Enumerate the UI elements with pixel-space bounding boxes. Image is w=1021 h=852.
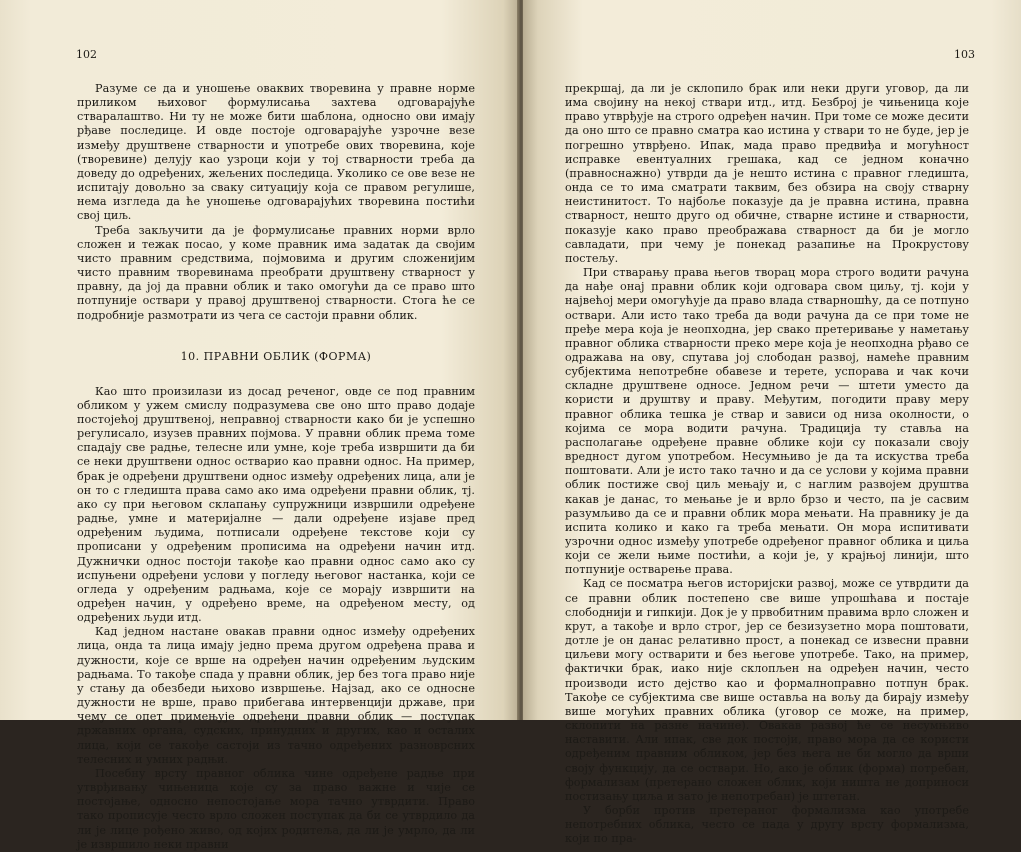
page-number-left: 102	[76, 48, 97, 61]
paragraph: Разуме се да и уношење оваквих творевина у правне норме приликом њиховог формулисања захтева одговарајуће стваралаштво. Ни ту не може бити шаблона, односно ови имају рђаве последице. И овде постоје одговарајуће узрочне везе између друштвене стварности и употребе ових творевина, које (творевине) делују као узроци који у тој стварности треба да доведу до одређених, жељених последица. Уколико се ове везе не испитају довољно за сваку ситуацију која се правом регулише, нема изгледа да ће уношење одговарајућих творевина постићи свој циљ.	[77, 82, 475, 223]
paragraph: Кад се посматра његов историјски развој, може се утврдити да се правни облик постепено све више упрошћава и постаје слободнији и гипкији. Док је у првобитним правима врло сложен и крут, а такође и врло строг, јер се безизузетно мора поштовати, дотле је он данас релативно прост, а понекад се извесни правни циљеви могу остварити и без његове употребе. Тако, на пример, фактички брак, иако није склопљен на одређен начин, често производи исто дејство као и формалноправно потпун брак. Такође се субјектима све више оставља на вољу да бирају између више могућих правних облика (уговор се може, на пример, склопити на разне начине). Овакав развој ће се несумњиво наставити. Али ипак, све док постоји, право мора да се користи одређеним правним обликом, јер без њега не би могло да врши своју функцију, да се оствари. Но, ако је облик (форма) потребан, формализам (претерано сложен облик, који ништа не доприноси постизању циља и зато је непотребан) је штетан.	[565, 577, 969, 803]
right-page	[523, 0, 1021, 846]
paragraph: При стварању права његов творац мора строго водити рачуна да нађе онај правни облик који одговара свом циљу, тј. који у највећој мери омогућује да право влада стварношћу, да се потпуно оствари. Али исто тако треба да води рачуна да се при томе не пређе мера која је неопходна, јер свако претеривање у наметању правног облика стварности преко мере која је неопходна рђаво се одражава на ову, спутава јој слободан развој, намеће правним субјектима непотребне обавезе и терете, успорава и чак кочи складне друштвене односе. Једном речи — штети уместо да користи и друштву и праву. Међутим, погодити праву меру правног облика тешка је ствар и зависи од низа околности, о којима се мора водити рачуна. Традиција ту ставља на располагање одређене правне облике који су показали своју вредност дугом употребом. Несумњиво је да та искуства треба поштовати. Али је исто тако тачно и да се услови у којима правни облик постиже свој циљ мењају и, с наглим развојем друштва какав је данас, то мењање је и врло брзо и честo, па је сасвим разумљиво да се и правни облик мора мењати. На правнику је да испита колико и како га треба мењати. Он мора испитивати узрочни однос између употребе одређеног правног облика и циља који се жели њиме постићи, а који је, у крајњој линији, што потпуније остварење права.	[565, 266, 969, 577]
paragraph: прекршај, да ли је склопило брак или неки други уговор, да ли има својину на некој ствари итд., итд. Безброј је чињеница које право утврђује на строго одређен начин. При томе се може десити да оно што се правно сматра као истина у ствари то не буде, јер је погрешно утврђено. Ипак, мада право предвиђа и могућност исправке евентуалних грешака, кад се једном коначно (правноснажно) утврди да је нешто истина с правног гледишта, онда се то има сматрати таквим, без обзира на своју стварну неистинитост. То најбоље показује да је правна истина, правна стварност, нешто друго од обичне, стварне истине и стварности, показује како право преображава стварност да би је могло савладати, при чему је понекад разапиње на Прокрустову постељу.	[565, 82, 969, 265]
paragraph: Треба закључити да је формулисање правних норми врло сложен и тежак посао, у коме правник има задатак да својим чисто правним средствима, појмовима и другим сложенијим чисто правним творевинама преобрати друштвену стварност у правну, да јој да правни облик и тако омогући да се право што потпуније оствари у правој друштвеној стварности. Стога ће се подробније размотрати из чега се састоји правни облик.	[77, 223, 475, 322]
section-heading: 10. ПРАВНИ ОБЛИК (ФОРМА)	[180, 349, 372, 363]
paragraph: Кад једном настане овакав правни однос између одређених лица, онда та лица имају једно према другом одређена права и дужности, које се врше на одређен начин одређеним људским радњама. То такође спада у правни облик, јер без тога право није у стању да обезбеди њихово извршење. Најзад, ако се односне дужности не врше, право прибегава интервенцији државе, при чему се опет примењује одређени правни облик — поступак државних органа, судских, принудних и других, као и осталих лица, који се такође састоји из тачно одређених разноврсних телесних и умних радњи.	[77, 625, 475, 766]
paragraph: У борби против претераног формализма као употребе непотребних облика, често се пада у другу врсту формализма, који по пра-	[565, 803, 969, 846]
paragraph: Као што произилази из досад реченог, овде се под правним обликом у ужем смислу подразумева све оно што право додаје постојећој друштвеној, неправној стварности како би је успешно регулисало, изузев правних појмова. У правни облик према томе спадају све радње, телесне или умне, које треба извршити да би се неки друштвени однос остварио као правни однос. На пример, брак је одређени друштвени однос између одређених лица, али је он то с гледишта права само ако има одређени правни облик, тј. ако су при његовом склапању супружници извршили одређене радње, умне и материјалне — дали одређене изјаве пред одређеним људима, потписали одређене текстове који су прописани у одређеним прописима на одређени начин итд. Дужнички однос постоји такође као правни однос само ако су испуњени одређени услови у погледу његовог настанка, који се огледа у одређеним радњама, које се морају извршити на одређен начин, у одређено време, на одређеном месту, од одређених људи итд.	[77, 384, 475, 625]
paragraph: Посебну врсту правног облика чине одређене радње при утврђивању чињеница које су за право важне и чије се постојање, односно непостојање мора тачно утврдити. Право тако прописује често врло сложен поступак да би се утврдило да ли је лице рођено живо, од којих родитеља, да ли је умрло, да ли је извршило неки правни	[77, 766, 475, 851]
page-number-right: 103	[954, 48, 975, 61]
